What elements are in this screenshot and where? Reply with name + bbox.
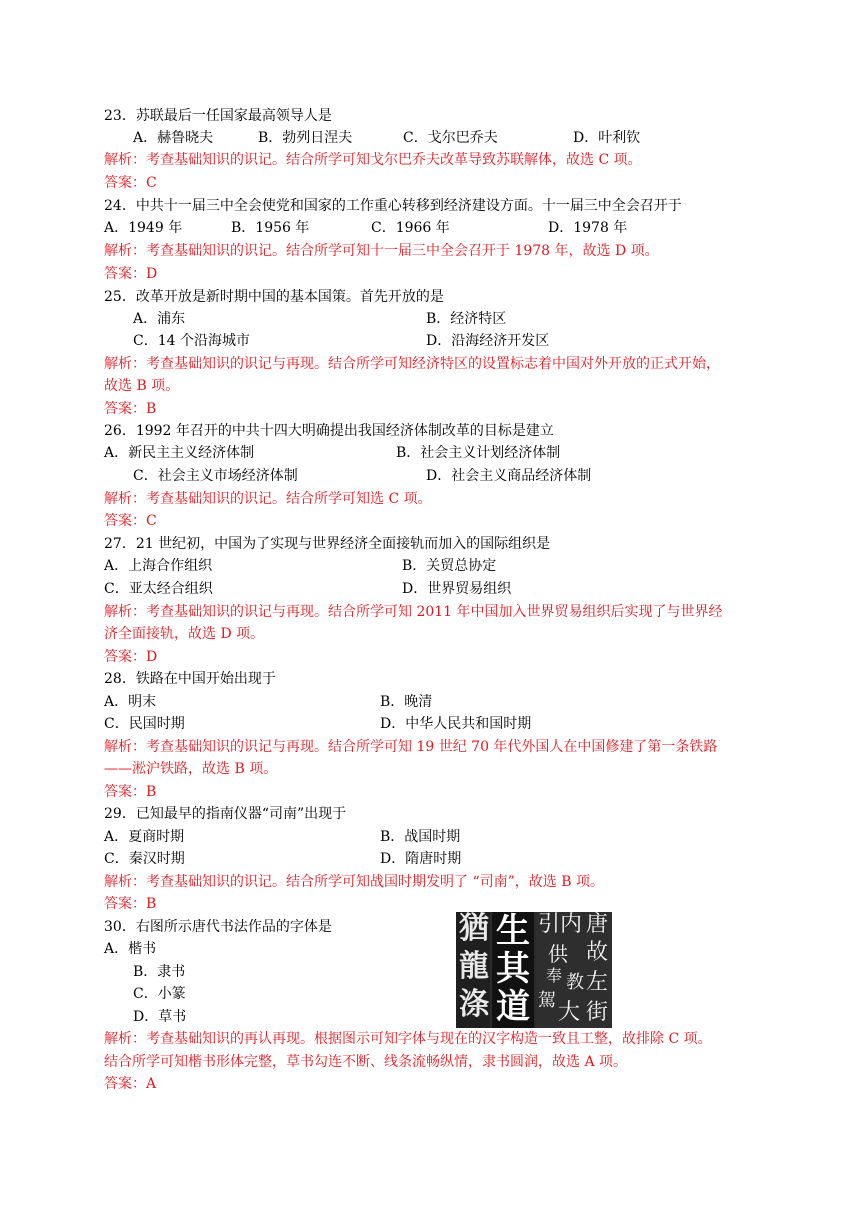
question-24-option-a: A．1949 年 (104, 220, 183, 236)
question-28-option-b: B．晚清 (380, 694, 433, 710)
question-25-option-d: D．沿海经济开发区 (426, 333, 550, 349)
question-30-option-d: D．草书 (133, 1009, 187, 1025)
question-25-option-c: C．14 个沿海城市 (133, 333, 250, 349)
question-30-answer: 答案：A (104, 1076, 157, 1092)
question-23-analysis: 解析：考查基础知识的识记。结合所学可知戈尔巴乔夫改革导致苏联解体，故选 C 项。 (104, 152, 642, 168)
question-23-option-a: A．赫鲁晓夫 (133, 130, 214, 146)
question-27-option-b: B．关贸总协定 (402, 558, 497, 574)
question-23-stem: 23．苏联最后一任国家最高领导人是 (104, 108, 332, 124)
question-25-analysis-line2: 故选 B 项。 (104, 378, 180, 394)
question-23-answer: 答案：C (104, 175, 157, 191)
calligraphy-char: 供 (548, 942, 568, 966)
question-24-option-b: B．1956 年 (231, 220, 310, 236)
question-27-analysis-line2: 济全面接轨，故选 D 项。 (104, 626, 265, 642)
question-27-answer: 答案：D (104, 649, 158, 665)
question-24-answer: 答案：D (104, 266, 158, 282)
question-28-answer: 答案：B (104, 784, 157, 800)
question-24-option-d: D．1978 年 (548, 220, 628, 236)
question-29-stem: 29．已知最早的指南仪器“司南”出现于 (104, 806, 347, 822)
calligraphy-char: 龍 (459, 949, 489, 984)
question-27-analysis-line1: 解析：考查基础知识的识记与再现。结合所学可知 2011 年中国加入世界贸易组织后实现了与世界经 (104, 604, 723, 620)
question-28-analysis-line2: ——淞沪铁路，故选 B 项。 (104, 761, 278, 777)
calligraphy-column-3 (536, 912, 612, 1028)
question-26-option-c: C．社会主义市场经济体制 (133, 468, 298, 484)
calligraphy-char: 涤 (459, 987, 489, 1022)
question-30-stem: 30．右图所示唐代书法作品的字体是 (104, 919, 332, 935)
question-24-analysis: 解析：考查基础知识的识记。结合所学可知十一届三中全会召开于 1978 年，故选 D 项。 (104, 243, 659, 259)
question-28-option-d: D．中华人民共和国时期 (380, 716, 532, 732)
calligraphy-char: 生 (496, 912, 530, 951)
question-27-option-c: C．亚太经合组织 (104, 581, 213, 597)
calligraphy-char: 道 (496, 987, 530, 1027)
question-26-option-b: B．社会主义计划经济体制 (396, 445, 561, 461)
question-26-answer: 答案：C (104, 513, 157, 529)
question-29-option-a: A．夏商时期 (104, 829, 185, 845)
question-30-analysis-line2: 结合所学可知楷书形体完整，草书勾连不断、线条流畅纵情，隶书圆润，故选 A 项。 (104, 1054, 628, 1070)
calligraphy-char: 駕 (538, 990, 556, 1011)
question-29-answer: 答案：B (104, 896, 157, 912)
question-26-stem: 26．1992 年召开的中共十四大明确提出我国经济体制改革的目标是建立 (104, 423, 554, 439)
question-23-option-d: D．叶利钦 (573, 130, 641, 146)
question-27-option-d: D．世界贸易组织 (402, 581, 512, 597)
question-30-option-c: C．小篆 (133, 986, 186, 1002)
calligraphy-char: 大 (558, 1000, 581, 1025)
question-29-option-b: B．战国时期 (380, 829, 461, 845)
question-30-option-b: B．隶书 (133, 964, 186, 980)
question-30-analysis-line1: 解析：考查基础知识的再认再现。根据图示可知字体与现在的汉字构造一致且工整，故排除 C 项。 (104, 1031, 712, 1047)
calligraphy-char: 教 (566, 972, 584, 993)
question-28-option-a: A．明末 (104, 694, 157, 710)
question-26-option-a: A．新民主主义经济体制 (104, 445, 255, 461)
question-26-option-d: D．社会主义商品经济体制 (426, 468, 592, 484)
calligraphy-column-1 (456, 912, 490, 1028)
calligraphy-char: 唐 (586, 912, 609, 937)
question-29-option-d: D．隋唐时期 (380, 851, 462, 867)
question-24-stem: 24．中共十一届三中全会使党和国家的工作重心转移到经济建设方面。十一届三中全会召开于 (104, 198, 682, 214)
question-25-option-b: B．经济特区 (426, 311, 507, 327)
question-27-stem: 27．21 世纪初，中国为了实现与世界经济全面接轨而加入的国际组织是 (104, 536, 551, 552)
calligraphy-char: 左 (586, 970, 609, 995)
question-25-stem: 25．改革开放是新时期中国的基本国策。首先开放的是 (104, 289, 444, 305)
question-24-option-c: C．1966 年 (371, 220, 450, 236)
question-28-stem: 28．铁路在中国开始出现于 (104, 671, 276, 687)
question-29-analysis: 解析：考查基础知识的识记。结合所学可知战国时期发明了 “司南”，故选 B 项。 (104, 874, 604, 890)
question-29-option-c: C．秦汉时期 (104, 851, 185, 867)
calligraphy-column-2 (492, 912, 534, 1028)
calligraphy-char: 故 (586, 940, 609, 965)
calligraphy-char: 猶 (459, 912, 489, 946)
question-28-option-c: C．民国时期 (104, 716, 185, 732)
question-25-option-a: A．浦东 (133, 311, 186, 327)
calligraphy-char: 街 (586, 1000, 609, 1025)
question-23-option-b: B．勃列日涅夫 (258, 130, 353, 146)
question-27-option-a: A．上海合作组织 (104, 558, 213, 574)
calligraphy-char: 奉 (546, 966, 563, 985)
calligraphy-char: 内 (560, 912, 583, 937)
calligraphy-rubbing-image (456, 912, 612, 1028)
calligraphy-char: 引 (538, 912, 561, 937)
question-23-option-c: C．戈尔巴乔夫 (403, 130, 498, 146)
question-28-analysis-line1: 解析：考查基础知识的识记与再现。结合所学可知 19 世纪 70 年代外国人在中国修建了第一条铁路 (104, 739, 718, 755)
question-25-answer: 答案：B (104, 401, 157, 417)
question-26-analysis: 解析：考查基础知识的识记。结合所学可知选 C 项。 (104, 491, 432, 507)
question-30-option-a: A．楷书 (104, 941, 157, 957)
calligraphy-char: 其 (496, 949, 530, 989)
question-25-analysis-line1: 解析：考查基础知识的识记与再现。结合所学可知经济特区的设置标志着中国对外开放的正式开始， (104, 356, 720, 372)
